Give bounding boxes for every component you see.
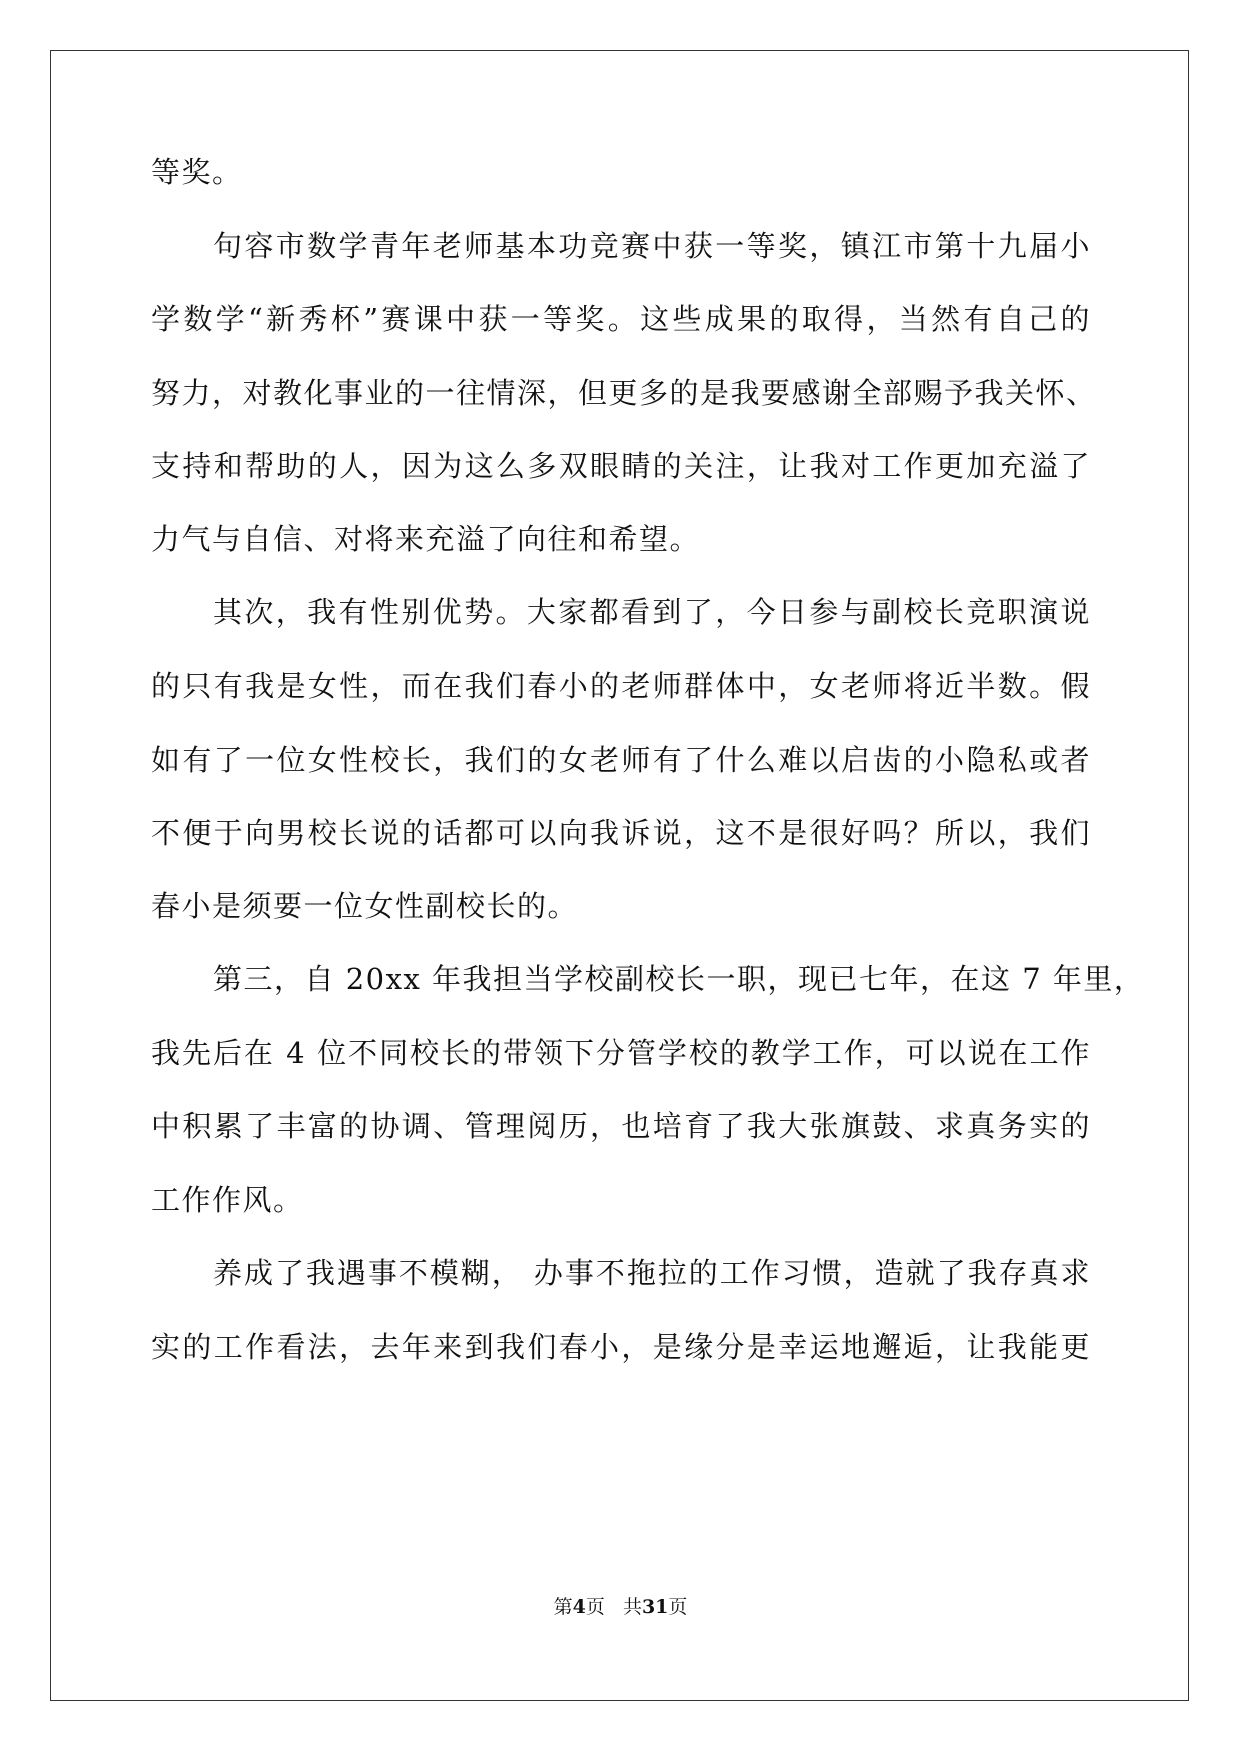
page-footer: [0, 1594, 1241, 1620]
text-line: 工作作风。: [151, 1183, 304, 1217]
text-line: 的只有我是女性，而在我们春小的老师群体中，女老师将近半数。假: [151, 669, 1091, 703]
text-line: 不便于向男校长说的话都可以向我诉说，这不是很好吗？所以，我们: [151, 816, 1091, 850]
page-border: [50, 50, 1189, 1701]
text-line: 如有了一位女性校长，我们的女老师有了什么难以启齿的小隐私或者: [151, 743, 1091, 777]
text-line: 句容市数学青年老师基本功竞赛中获一等奖，镇江市第十九届小: [213, 229, 1091, 263]
text-line: 中积累了丰富的协调、管理阅历，也培育了我大张旗鼓、求真务实的: [151, 1109, 1091, 1143]
total-pages-number: 31: [641, 1596, 669, 1618]
text-line: 努力，对教化事业的一往情深，但更多的是我要感谢全部赐予我关怀、: [151, 376, 1097, 410]
footer-middle: 页 共: [585, 1596, 642, 1618]
text-line: 实的工作看法，去年来到我们春小，是缘分是幸运地邂逅，让我能更: [151, 1330, 1091, 1364]
text-line: 我先后在 4 位不同校长的带领下分管学校的教学工作，可以说在工作: [151, 1036, 1091, 1070]
text-line: 支持和帮助的人，因为这么多双眼睛的关注，让我对工作更加充溢了: [151, 449, 1091, 483]
footer-suffix: 页: [668, 1596, 688, 1618]
text-line: 其次，我有性别优势。大家都看到了，今日参与副校长竞职演说: [213, 595, 1091, 629]
current-page-number: 4: [572, 1596, 586, 1618]
text-line: 力气与自信、对将来充溢了向往和希望。: [151, 522, 701, 556]
text-line: 等奖。: [151, 155, 243, 189]
text-line: 养成了我遇事不模糊， 办事不拖拉的工作习惯，造就了我存真求: [213, 1256, 1091, 1290]
text-line: 学数学“新秀杯”赛课中获一等奖。这些成果的取得，当然有自己的: [151, 302, 1091, 336]
text-line: 春小是须要一位女性副校长的。: [151, 889, 579, 923]
text-line: 第三，自 20xx 年我担当学校副校长一职，现已七年，在这 7 年里，: [213, 962, 1145, 996]
footer-prefix: 第: [553, 1596, 573, 1618]
